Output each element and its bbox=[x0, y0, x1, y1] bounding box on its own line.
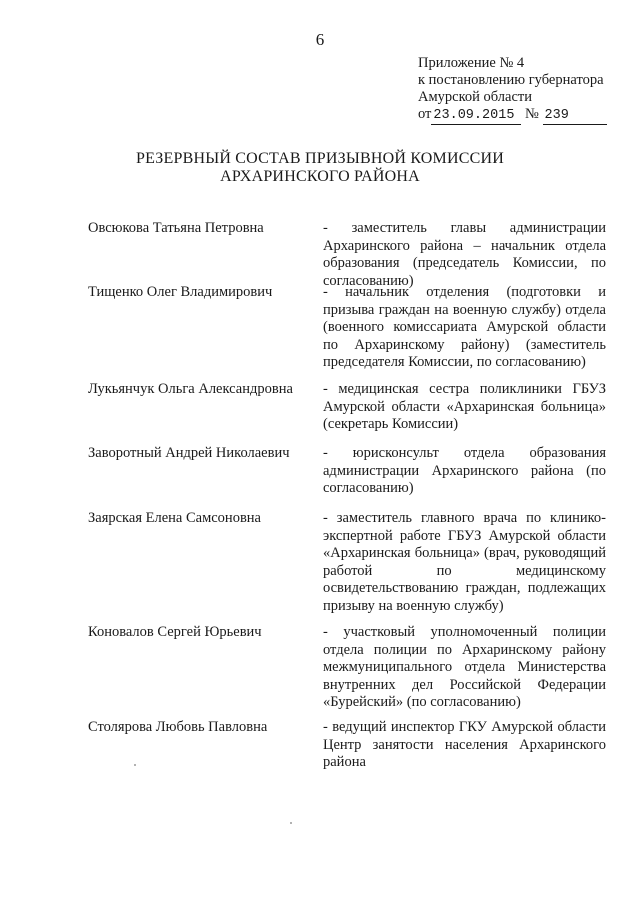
title-line-2: АРХАРИНСКОГО РАЙОНА bbox=[220, 168, 420, 185]
member-role: - ведущий инспектор ГКУ Амурской области Центр занятости населения Архаринского района bbox=[323, 719, 606, 770]
member-name: Тищенко Олег Владимирович bbox=[88, 284, 273, 300]
member-role: - заместитель главы администрации Архаринского района – начальник отдела образования (председатель Комиссии, по согласованию) bbox=[323, 220, 606, 289]
member-name: Овсюкова Татьяна Петровна bbox=[88, 220, 264, 236]
member-role: - юрисконсульт отдела образования администрации Архаринского района (по согласованию) bbox=[323, 445, 606, 496]
number-prefix: № bbox=[525, 106, 539, 122]
member-role: - медицинская сестра поликлиники ГБУЗ Амурской области «Архаринская больница» (секретарь Комиссии) bbox=[323, 381, 606, 432]
member-name: Коновалов Сергей Юрьевич bbox=[88, 624, 262, 640]
document-title bbox=[0, 150, 640, 186]
member-role: - начальник отделения (подготовки и призыва граждан на военную службу) отдела (военного комиссариата Амурской области по Архаринскому району) (заместитель председателя Комиссии, по согласованию) bbox=[323, 284, 606, 370]
page-number: 6 bbox=[315, 30, 325, 49]
title-line-1: РЕЗЕРВНЫЙ СОСТАВ ПРИЗЫВНОЙ КОМИССИИ bbox=[136, 150, 504, 167]
member-name: Лукьянчук Ольга Александровна bbox=[88, 381, 293, 397]
appendix-header bbox=[418, 55, 628, 125]
member-role: - участковый уполномоченный полиции отдела полиции по Архаринскому району межмуниципального отдела Министерства внутренних дел Российской Федерации «Бурейский» (по согласованию) bbox=[323, 624, 606, 710]
appendix-title: Приложение № 4 bbox=[418, 55, 525, 71]
member-role: - заместитель главного врача по клинико-экспертной работе ГБУЗ Амурской области «Архаринская больница» (врач, руководящий работой по медицинскому освидетельствованию граждан, подлежащих призыву на военную службу) bbox=[323, 510, 606, 614]
member-name: Столярова Любовь Павловна bbox=[88, 719, 268, 735]
decree-number: 239 bbox=[543, 107, 607, 125]
member-name: Заярская Елена Самсоновна bbox=[88, 510, 261, 526]
member-name: Заворотный Андрей Николаевич bbox=[88, 445, 290, 461]
appendix-region: Амурской области bbox=[418, 89, 532, 105]
appendix-date-row bbox=[418, 106, 628, 125]
appendix-reference: к постановлению губернатора bbox=[418, 72, 604, 88]
scan-speck bbox=[290, 822, 292, 824]
decree-date: 23.09.2015 bbox=[431, 107, 521, 125]
scan-speck bbox=[134, 764, 136, 766]
date-prefix: от bbox=[418, 106, 432, 122]
